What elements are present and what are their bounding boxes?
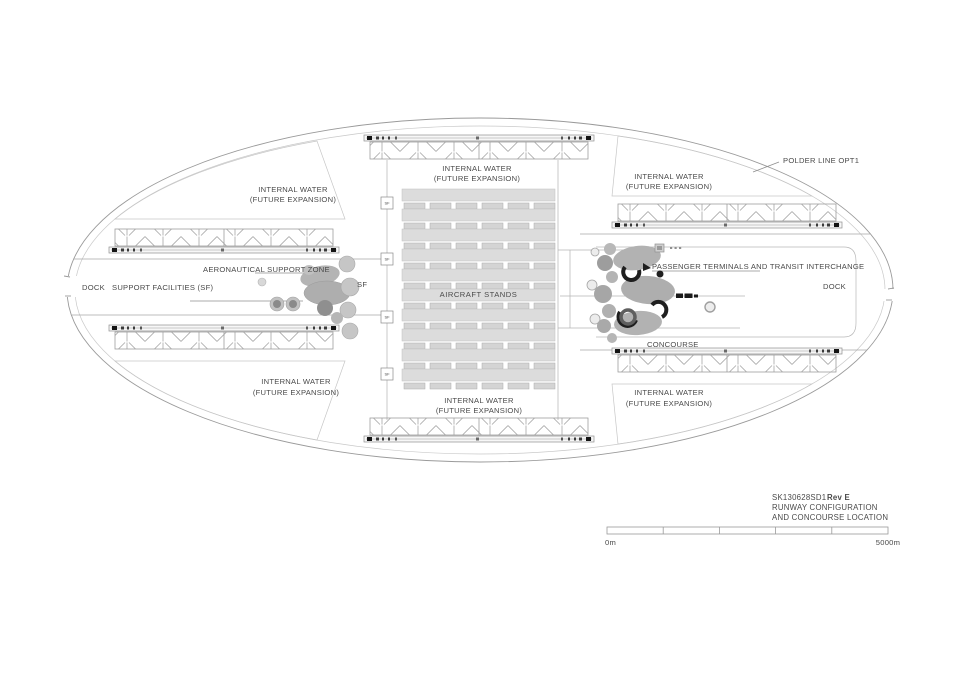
runway-left-bottom <box>109 325 339 349</box>
title-block <box>772 493 888 522</box>
internal-water-line2: (FUTURE EXPANSION) <box>625 182 713 191</box>
drawing-number: SK130628SD1 <box>772 493 827 502</box>
concourse-label: CONCOURSE <box>647 340 699 349</box>
drawing-revision: Rev E <box>827 493 850 502</box>
scale-bar <box>605 527 900 547</box>
internal-water-line1: INTERNAL WATER <box>442 164 512 173</box>
internal-water-label-top-center <box>434 164 520 183</box>
transit-train-icon <box>676 294 698 299</box>
dock-entrance-left <box>60 276 81 297</box>
support-facilities-label: SUPPORT FACILITIES (SF) <box>112 283 214 292</box>
scale-start-label: 0m <box>605 538 617 547</box>
internal-water-label-bottom-center <box>436 396 522 415</box>
runway-top-center <box>364 135 594 159</box>
runway-bottom-center <box>364 418 594 442</box>
sf-box-label: SF <box>384 256 390 262</box>
runway-right-top <box>612 204 842 228</box>
scale-end-label: 5000m <box>875 538 901 547</box>
aircraft-stands-block <box>402 189 555 389</box>
drawing-title-line1: RUNWAY CONFIGURATION <box>772 503 878 512</box>
internal-water-line1: INTERNAL WATER <box>634 172 704 181</box>
internal-water-line1: INTERNAL WATER <box>444 396 514 405</box>
dock-entrance-right <box>879 289 900 301</box>
internal-water-line1: INTERNAL WATER <box>634 388 704 397</box>
internal-water-line1: INTERNAL WATER <box>258 185 328 194</box>
internal-water-line2: (FUTURE EXPANSION) <box>433 174 521 183</box>
internal-water-label-bottom-left <box>253 377 339 397</box>
internal-water-label-bottom-right <box>626 388 712 408</box>
sf-box-label: SF <box>384 314 390 320</box>
internal-water-line1: INTERNAL WATER <box>261 377 331 386</box>
drawing-title-line2: AND CONCOURSE LOCATION <box>772 513 889 522</box>
sf-box-label: SF <box>384 371 390 377</box>
terminal-ring <box>705 302 715 312</box>
dock-left-label: DOCK <box>82 283 105 292</box>
internal-water-label-top-left <box>250 185 336 204</box>
runway-right-bottom <box>612 348 842 372</box>
polder-line-label: POLDER LINE OPT1 <box>783 156 860 165</box>
internal-water-label-top-right <box>626 172 712 191</box>
internal-water-line2: (FUTURE EXPANSION) <box>249 195 337 204</box>
passenger-terminals-label: PASSENGER TERMINALS AND TRANSIT INTERCHANGE <box>652 262 865 271</box>
dock-right-label: DOCK <box>823 282 846 291</box>
aircraft-stands-label: AIRCRAFT STANDS <box>439 290 518 299</box>
internal-water-line2: (FUTURE EXPANSION) <box>625 399 713 408</box>
sf-standalone-label: SF <box>357 280 368 289</box>
runway-left-top <box>109 229 339 253</box>
sf-box-label: SF <box>384 200 390 206</box>
aeronautical-support-zone-label: AERONAUTICAL SUPPORT ZONE <box>203 265 330 274</box>
internal-water-line2: (FUTURE EXPANSION) <box>252 388 340 397</box>
internal-water-line2: (FUTURE EXPANSION) <box>435 406 523 415</box>
internal-water-zone-bottom-left <box>115 361 345 440</box>
